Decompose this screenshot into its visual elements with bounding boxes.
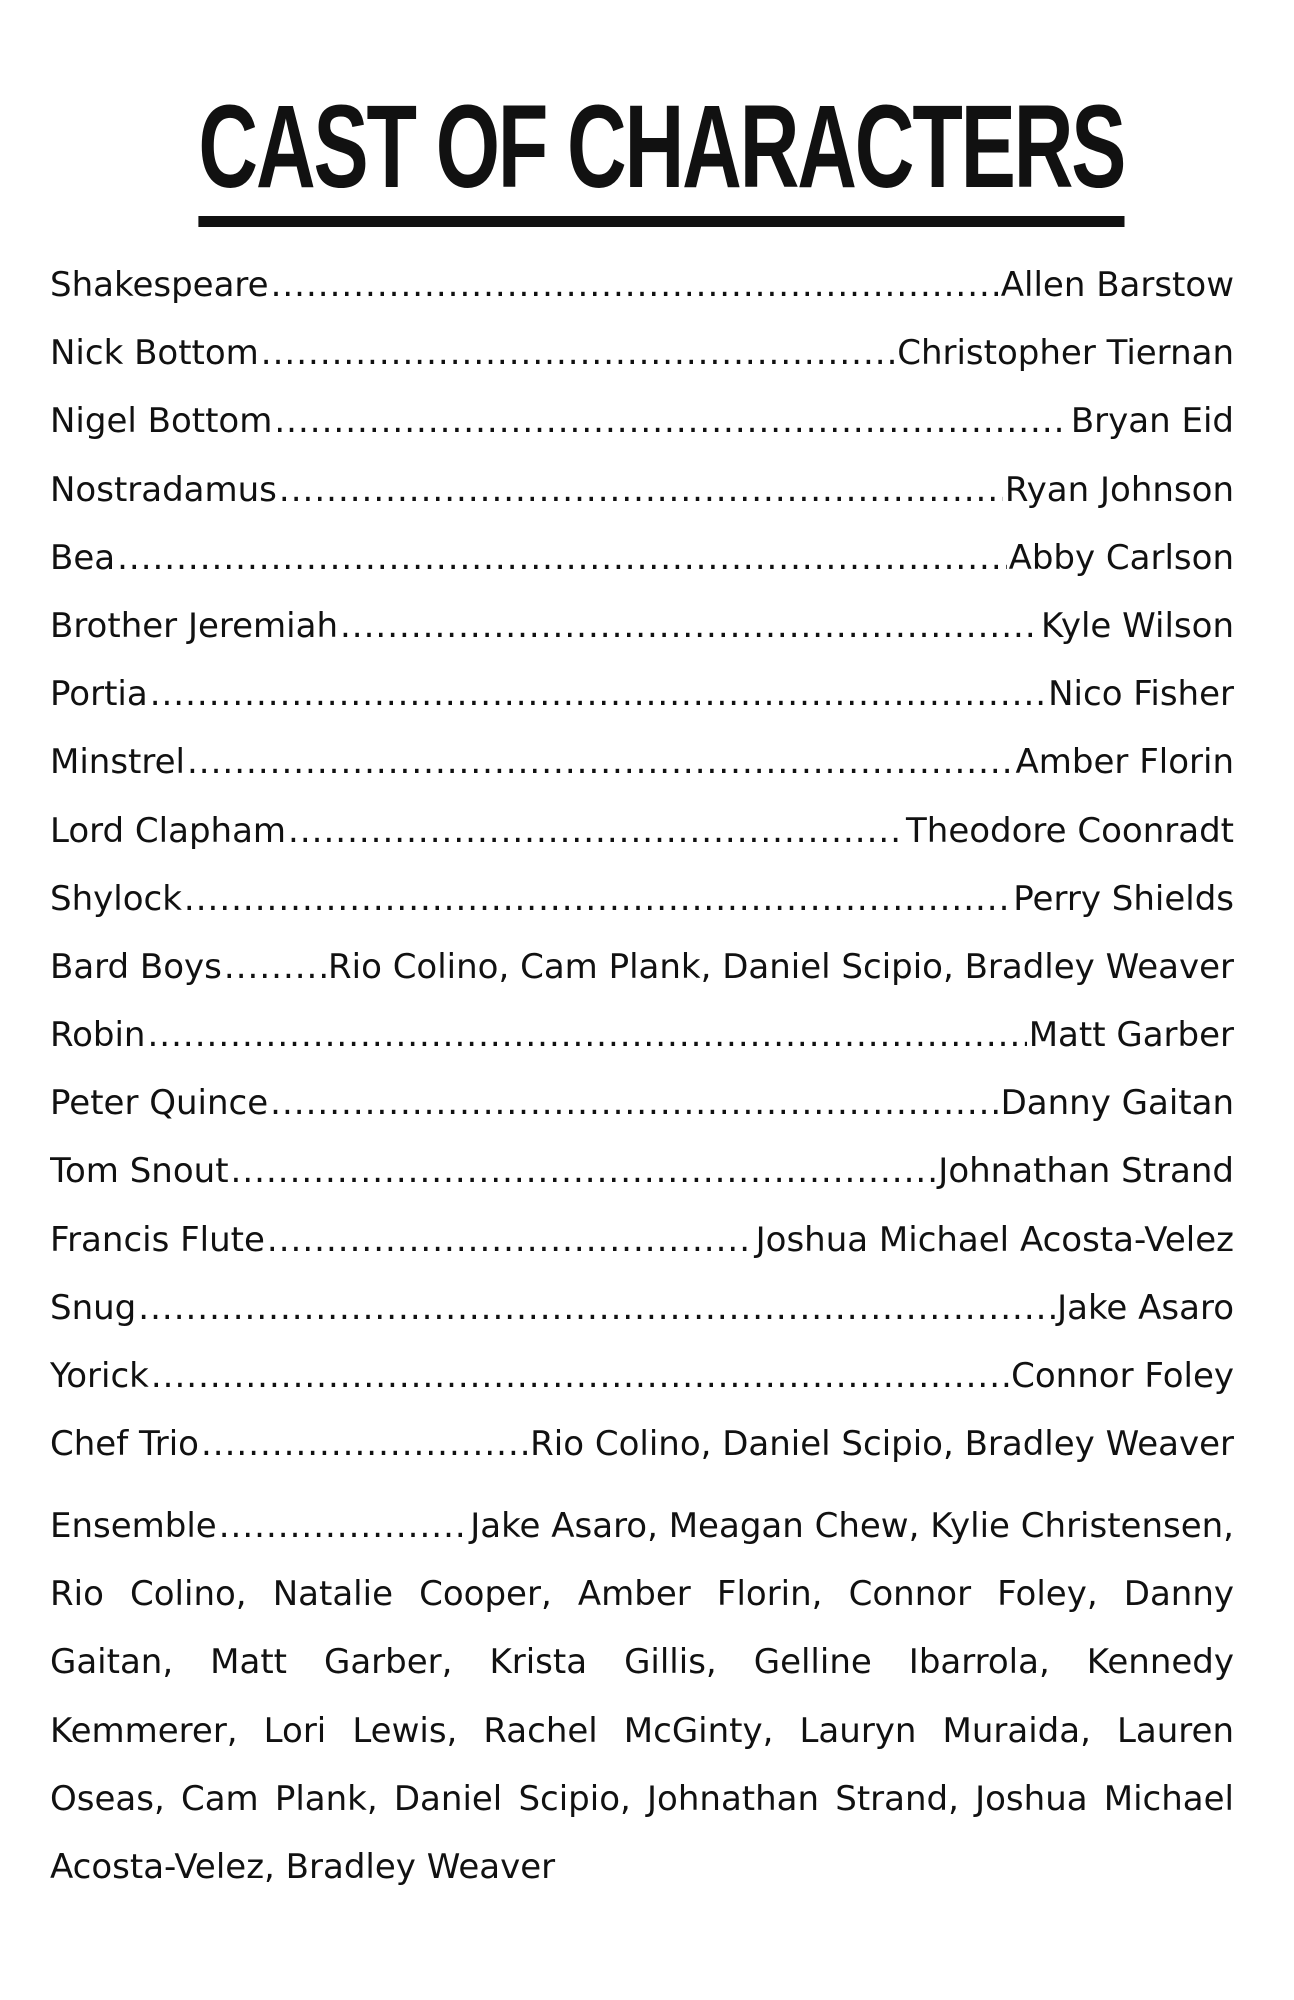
role-name: Nostradamus [50,469,277,510]
cast-row [50,879,1234,947]
actor-name: Jake Asaro [1057,1287,1234,1328]
cast-row [50,1015,1234,1083]
ensemble-first-line: Jake Asaro, Meagan Chew, Kylie Christensen, [470,1506,1234,1546]
cast-row [50,1356,1234,1424]
actor-name: Joshua Michael Acosta-Velez [755,1219,1234,1260]
actor-name: Nico Fisher [1048,674,1234,715]
role-name: Robin [50,1015,146,1056]
title-container [0,81,1294,227]
role-name: Shakespeare [50,265,269,305]
role-name: Minstrel [50,742,185,783]
dot-leader [261,333,895,373]
actor-name: Perry Shields [1013,878,1234,919]
role-name: Bea [50,537,116,578]
cast-row [50,606,1234,674]
actor-name: Ryan Johnson [1004,469,1234,510]
actor-name: Connor Foley [1011,1356,1234,1396]
role-name: Snug [50,1287,137,1328]
cast-row [50,947,1234,1015]
dot-leader [201,1424,528,1464]
dot-leader [117,538,1007,578]
actor-name: Danny Gaitan [1000,1083,1234,1124]
cast-row [50,333,1234,401]
cast-row [50,1220,1234,1288]
dot-leader [150,674,1046,714]
actor-name: Christopher Tiernan [897,333,1234,374]
dot-leader [267,1220,754,1260]
ensemble-names: Rio Colino, Natalie Cooper, Amber Florin, Connor Foley, Danny Gaitan, Matt Garber, Krista Gillis, Gelline Ibarrola, Kennedy Kemmerer, Lori Lewis, Rachel McGinty, Lauryn Muraida, Lauren Oseas, Cam Plank, Daniel Scipio, Johnathan Strand, Joshua Michael Acosta-Velez, Bradley Weaver [50,1574,1234,1887]
actor-name: Rio Colino, Daniel Scipio, Bradley Weaver [530,1424,1234,1465]
cast-row [50,1424,1234,1492]
cast-row [50,811,1234,879]
cast-row [50,742,1234,810]
dot-leader [151,1356,1009,1396]
cast-row [50,1288,1234,1356]
role-name: Chef Trio [50,1424,199,1465]
dot-leader [274,401,1069,441]
dot-leader [231,1151,937,1191]
dot-leader [224,947,326,987]
dot-leader [187,742,1014,782]
actor-name: Matt Garber [1028,1015,1234,1056]
ensemble-row [50,1492,1234,1560]
actor-name: Amber Florin [1015,742,1234,783]
actor-name: Johnathan Strand [938,1151,1234,1192]
cast-row [50,538,1234,606]
dot-leader [279,470,1003,510]
dot-leader [138,1288,1055,1328]
dot-leader [288,811,904,851]
dot-leader [184,879,1011,919]
cast-row [50,674,1234,742]
actor-name: Bryan Eid [1070,401,1234,442]
cast-list [50,265,1234,1492]
role-name: Yorick [50,1356,149,1396]
actor-name: Theodore Coonradt [906,810,1234,851]
dot-leader [147,1015,1026,1055]
cast-row [50,470,1234,538]
role-name: Peter Quince [50,1083,269,1124]
role-name: Brother Jeremiah [50,605,338,646]
dot-leader [340,606,1039,646]
role-name: Shylock [50,878,182,919]
role-name: Tom Snout [50,1151,229,1192]
role-name: Francis Flute [50,1219,265,1260]
ensemble-role: Ensemble [50,1506,217,1546]
cast-row [50,265,1234,333]
actor-name: Kyle Wilson [1041,605,1234,646]
actor-name: Rio Colino, Cam Plank, Daniel Scipio, Bradley Weaver [328,946,1234,987]
actor-name: Allen Barstow [1000,265,1234,305]
dot-leader [270,1083,998,1123]
role-name: Nick Bottom [50,333,259,374]
cast-row [50,401,1234,469]
cast-row [50,1083,1234,1151]
ensemble-block [50,1492,1234,1901]
role-name: Bard Boys [50,946,222,987]
dot-leader [271,265,999,305]
role-name: Nigel Bottom [50,401,273,442]
page-title: CAST OF CHARACTERS [198,88,1124,227]
actor-name: Abby Carlson [1008,537,1234,578]
dot-leader [219,1492,468,1560]
role-name: Lord Clapham [50,810,287,851]
cast-row [50,1151,1234,1219]
role-name: Portia [50,674,148,715]
